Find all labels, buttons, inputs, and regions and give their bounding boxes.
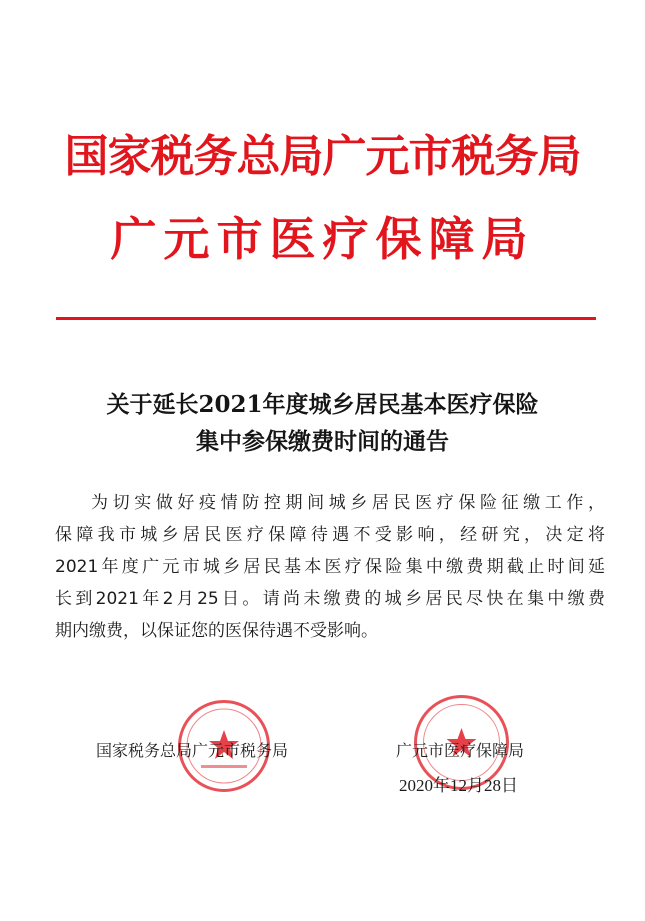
- document-title-line-2: 集中参保缴费时间的通告: [196, 428, 449, 455]
- red-header-rule: [56, 317, 596, 320]
- issuing-org-medical-security-bureau: 广元市医疗保障局: [110, 212, 535, 266]
- signature-tax-bureau: 国家税务总局广元市税务局: [96, 741, 289, 760]
- issuing-org-tax-bureau: 国家税务总局广元市税务局: [64, 131, 581, 182]
- notice-body: [55, 487, 605, 647]
- body-line: 为切实做好疫情防控期间城乡居民医疗保险征缴工作，: [91, 493, 605, 513]
- signature-medical-security-bureau: 广元市医疗保障局: [396, 741, 525, 760]
- body-line: 2021年度广元市城乡居民基本医疗保险集中缴费期截止时间延: [55, 557, 605, 577]
- body-line: 长到2021年2月25日。请尚未缴费的城乡居民尽快在集中缴费: [55, 589, 605, 609]
- body-line: 保障我市城乡居民医疗保障待遇不受影响，经研究，决定将: [55, 525, 605, 545]
- signature-date: 2020年12月28日: [399, 776, 518, 795]
- body-line: 期内缴费，以保证您的医保待遇不受影响。: [55, 621, 378, 641]
- document-title-line-1: 关于延长2021年度城乡居民基本医疗保险: [106, 391, 539, 418]
